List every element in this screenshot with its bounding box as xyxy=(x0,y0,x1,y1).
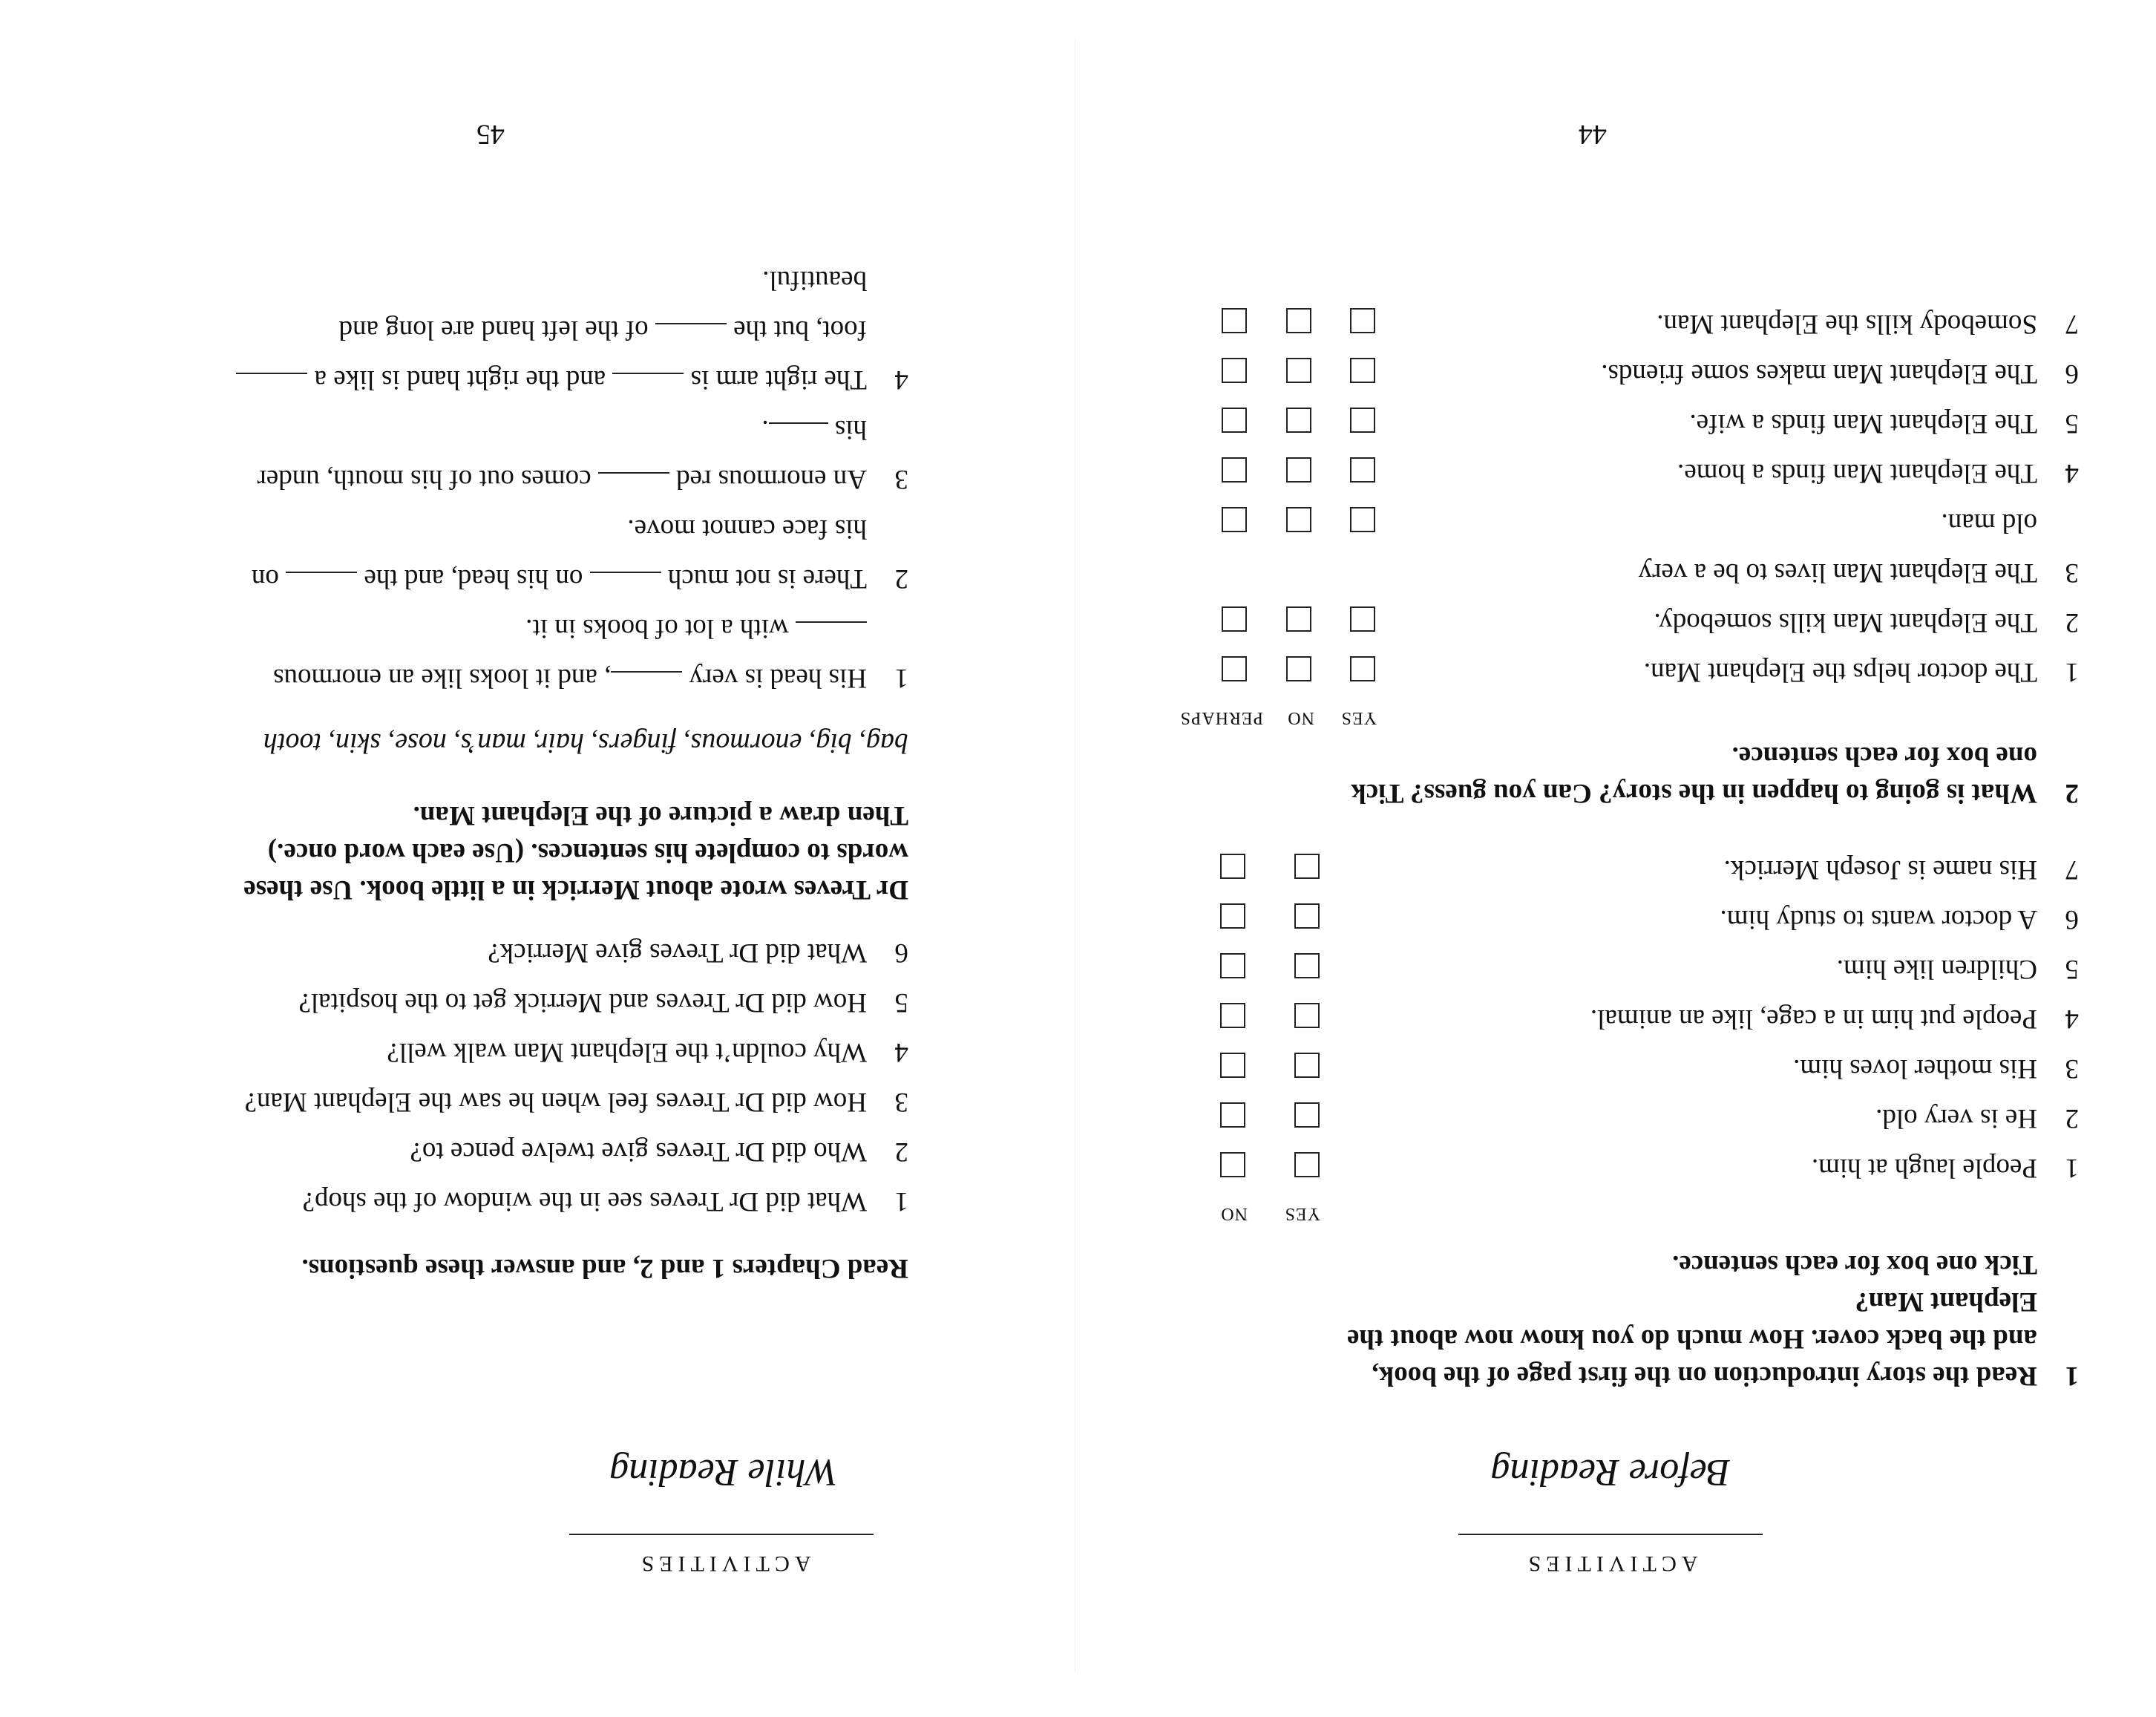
instruction-line: Dr Treves wrote about Merrick in a little book. Use these xyxy=(243,874,908,905)
tick-box-no[interactable] xyxy=(1286,457,1311,483)
item-number: 4 xyxy=(894,1037,908,1067)
item-number: 1 xyxy=(894,1186,908,1217)
instruction-line: Read the story introduction on the first page of the book, xyxy=(1372,1361,2037,1391)
question-1-instructions xyxy=(1184,1246,2079,1394)
tick-box-yes[interactable] xyxy=(1294,1053,1320,1078)
sentence-text: foot, but the xyxy=(733,315,867,345)
item-text: People put him in a cage, like an animal. xyxy=(1590,1004,2037,1034)
question-number: 1 xyxy=(2065,1361,2079,1391)
tick-box-perhaps[interactable] xyxy=(1222,408,1247,433)
list-item xyxy=(1643,653,2079,690)
word-list: bag, big, enormous, fingers, hair, man’s, nose, skin, tooth xyxy=(263,727,908,759)
item-number: 3 xyxy=(2065,1053,2079,1084)
tick-box-no[interactable] xyxy=(1286,656,1311,681)
item-number: 1 xyxy=(2065,1153,2079,1183)
item-number: 3 xyxy=(894,464,908,494)
item-text: The Elephant Man finds a home. xyxy=(1677,458,2037,488)
item-text: Somebody kills the Elephant Man. xyxy=(1657,309,2037,339)
item-number: 1 xyxy=(894,663,908,693)
tick-box-yes[interactable] xyxy=(1350,457,1375,483)
tick-box-no[interactable] xyxy=(1286,308,1311,333)
item-number: 6 xyxy=(894,938,908,968)
item-text: The Elephant Man finds a wife. xyxy=(1689,408,2037,439)
question-item xyxy=(387,1033,908,1070)
instruction-line: words to complete his sentences. (Use each word once.) xyxy=(267,837,908,868)
fill-sentence-continuation xyxy=(762,261,867,298)
sentence-text: on his head, and the xyxy=(364,563,583,594)
item-number: 4 xyxy=(2065,1004,2079,1034)
item-text: Who did Dr Treves give twelve pence to? xyxy=(410,1137,867,1167)
tick-box-yes[interactable] xyxy=(1294,1152,1320,1177)
list-item xyxy=(1601,355,2079,392)
tick-box-yes[interactable] xyxy=(1350,507,1375,532)
fill-sentence xyxy=(251,560,908,597)
list-item xyxy=(1793,1050,2079,1087)
tick-box-perhaps[interactable] xyxy=(1222,358,1247,383)
sentence-text: There is not much xyxy=(667,563,867,594)
page-45 xyxy=(0,0,1072,1717)
answer-blank[interactable] xyxy=(236,373,307,374)
page-number: 44 xyxy=(1579,119,1607,150)
item-text: How did Dr Treves feel when he saw the Elephant Man? xyxy=(244,1087,867,1117)
tick-box-perhaps[interactable] xyxy=(1222,606,1247,632)
item-text: A doctor wants to study him. xyxy=(1720,904,2037,935)
section-title: While Reading xyxy=(609,1451,838,1494)
column-header-no: NO xyxy=(1287,708,1314,727)
list-item xyxy=(1657,305,2079,342)
instruction-line: What is going to happen in the story? Can you guess? Tick xyxy=(1351,778,2037,808)
book-task-instructions xyxy=(55,797,908,908)
column-header-yes: YES xyxy=(1340,708,1377,727)
item-text: Why couldn’t the Elephant Man walk well? xyxy=(387,1037,867,1067)
instruction-line: and the back cover. How much do you know now about the xyxy=(1347,1324,2037,1354)
item-number: 4 xyxy=(2065,458,2079,488)
list-item xyxy=(1677,454,2079,491)
tick-box-no[interactable] xyxy=(1286,507,1311,532)
sentence-text: . xyxy=(761,414,769,445)
item-text: old man. xyxy=(1941,508,2037,538)
tick-box-no[interactable] xyxy=(1220,1102,1245,1128)
item-text: He is very old. xyxy=(1875,1103,2037,1134)
item-number: 3 xyxy=(2065,557,2079,588)
list-item xyxy=(1836,950,2079,987)
list-item xyxy=(1723,851,2079,888)
item-number: 5 xyxy=(2065,408,2079,439)
item-number: 5 xyxy=(2065,954,2079,984)
item-text: The doctor helps the Elephant Man. xyxy=(1643,657,2037,687)
item-number: 5 xyxy=(894,987,908,1018)
heading-rule xyxy=(1458,1534,1763,1535)
item-number: 2 xyxy=(2065,1103,2079,1134)
list-item xyxy=(1654,604,2079,641)
tick-box-no[interactable] xyxy=(1220,903,1245,929)
tick-box-yes[interactable] xyxy=(1350,308,1375,333)
answer-blank[interactable] xyxy=(655,323,727,324)
tick-box-perhaps[interactable] xyxy=(1222,457,1247,483)
list-item xyxy=(1720,900,2079,938)
tick-box-yes[interactable] xyxy=(1294,1102,1320,1128)
tick-box-yes[interactable] xyxy=(1294,953,1320,978)
question-item xyxy=(244,1083,908,1120)
activities-heading: ACTIVITIES xyxy=(636,1551,811,1576)
question-2-instructions xyxy=(1184,737,2079,811)
heading-rule xyxy=(569,1534,874,1535)
fill-sentence-continuation xyxy=(525,609,867,647)
list-item xyxy=(1875,1099,2079,1137)
item-text: The Elephant Man makes some friends. xyxy=(1601,359,2037,389)
item-text: Children like him. xyxy=(1836,954,2037,984)
tick-box-perhaps[interactable] xyxy=(1222,507,1247,532)
answer-blank[interactable] xyxy=(611,671,682,673)
item-number: 7 xyxy=(2065,854,2079,885)
tick-box-no[interactable] xyxy=(1220,1003,1245,1028)
tick-box-no[interactable] xyxy=(1220,854,1245,879)
sentence-text: An enormous red xyxy=(676,464,867,494)
item-number: 2 xyxy=(894,563,908,594)
answer-blank[interactable] xyxy=(598,472,669,474)
tick-box-no[interactable] xyxy=(1220,953,1245,978)
tick-box-yes[interactable] xyxy=(1294,903,1320,929)
item-number: 6 xyxy=(2065,904,2079,935)
tick-box-no[interactable] xyxy=(1220,1053,1245,1078)
answer-blank[interactable] xyxy=(590,572,661,573)
question-item xyxy=(488,934,908,971)
tick-box-yes[interactable] xyxy=(1350,358,1375,383)
item-number: 4 xyxy=(894,364,908,395)
tick-box-yes[interactable] xyxy=(1350,606,1375,632)
fill-sentence xyxy=(273,659,908,696)
sentence-text: beautiful. xyxy=(762,265,867,295)
instruction-line: Elephant Man? xyxy=(1855,1286,2037,1317)
tick-box-yes[interactable] xyxy=(1294,854,1320,879)
column-header-yes: YES xyxy=(1284,1204,1320,1223)
item-number: 3 xyxy=(894,1087,908,1117)
answer-blank[interactable] xyxy=(769,422,828,424)
sentence-text: The right arm is xyxy=(690,364,867,395)
tick-box-perhaps[interactable] xyxy=(1222,656,1247,681)
sentence-text: and the right hand is like a xyxy=(314,364,606,395)
sentence-text: his xyxy=(834,414,867,445)
tick-box-yes[interactable] xyxy=(1350,408,1375,433)
fill-sentence-continuation xyxy=(761,411,867,448)
sentence-text: His head is very xyxy=(689,663,867,693)
question-item xyxy=(298,984,908,1021)
sentence-text: his face cannot move. xyxy=(627,514,867,544)
activities-heading: ACTIVITIES xyxy=(1523,1551,1698,1576)
item-text: His name is Joseph Merrick. xyxy=(1723,854,2037,885)
fill-sentence xyxy=(257,460,908,497)
fill-sentence-continuation xyxy=(339,311,867,348)
answer-blank[interactable] xyxy=(612,373,684,374)
tick-box-no[interactable] xyxy=(1286,606,1311,632)
sentence-text: comes out of his mouth, under xyxy=(257,464,592,494)
column-header-perhaps: PERHAPS xyxy=(1179,708,1263,727)
list-item xyxy=(1811,1149,2079,1186)
answer-blank[interactable] xyxy=(796,621,867,623)
instruction-line: Tick one box for each sentence. xyxy=(1672,1249,2037,1280)
fill-sentence-continuation xyxy=(627,510,867,547)
page-number: 45 xyxy=(476,119,505,150)
sentence-text: of the left hand are long and xyxy=(338,315,649,345)
tick-box-perhaps[interactable] xyxy=(1222,308,1247,333)
item-number: 6 xyxy=(2065,359,2079,389)
tick-box-no[interactable] xyxy=(1220,1152,1245,1177)
fill-sentence xyxy=(236,361,908,398)
item-text: His mother loves him. xyxy=(1793,1053,2037,1084)
item-text: What did Dr Treves see in the window of the shop? xyxy=(302,1186,867,1217)
list-item xyxy=(1638,554,2079,591)
question-item xyxy=(410,1133,908,1170)
item-text: How did Dr Treves and Merrick get to the hospital? xyxy=(298,987,867,1018)
instruction-line: Then draw a picture of the Elephant Man. xyxy=(413,800,908,831)
item-text: People laugh at him. xyxy=(1811,1153,2037,1183)
tick-box-yes[interactable] xyxy=(1350,656,1375,681)
question-number: 2 xyxy=(2065,778,2079,808)
section-title: Before Reading xyxy=(1490,1451,1731,1494)
list-item-continuation xyxy=(1942,504,2037,541)
page-44 xyxy=(1072,0,2156,1717)
instruction-line: one box for each sentence. xyxy=(1731,741,2037,771)
list-item xyxy=(1590,1000,2079,1037)
tick-box-no[interactable] xyxy=(1286,358,1311,383)
list-item xyxy=(1689,405,2079,442)
item-text: The Elephant Man kills somebody. xyxy=(1654,607,2037,638)
tick-box-yes[interactable] xyxy=(1294,1003,1320,1028)
item-text: What did Dr Treves give Merrick? xyxy=(488,938,867,968)
answer-blank[interactable] xyxy=(286,572,357,573)
item-number: 7 xyxy=(2065,309,2079,339)
item-number: 2 xyxy=(894,1137,908,1167)
sentence-text: on xyxy=(251,563,279,594)
item-text: The Elephant Man lives to be a very xyxy=(1638,557,2037,588)
tick-box-no[interactable] xyxy=(1286,408,1311,433)
item-number: 1 xyxy=(2065,657,2079,687)
item-number: 2 xyxy=(2065,607,2079,638)
sentence-text: , and it looks like an enormous xyxy=(273,663,612,693)
sentence-text: with a lot of books in it. xyxy=(525,613,789,644)
column-header-no: NO xyxy=(1220,1204,1248,1223)
question-item xyxy=(302,1183,908,1220)
reading-instruction: Read Chapters 1 and 2, and answer these questions. xyxy=(301,1253,908,1283)
